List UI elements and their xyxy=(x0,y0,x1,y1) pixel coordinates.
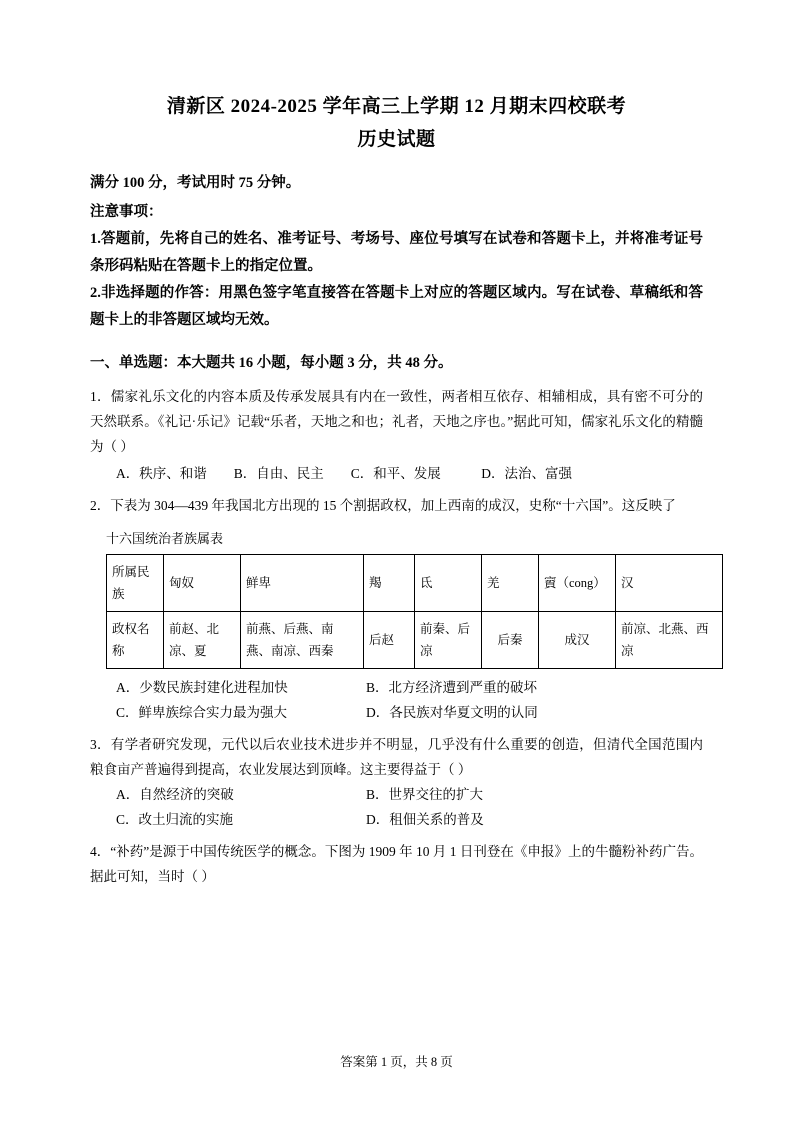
question-3-options-row-2 xyxy=(90,807,703,832)
table-header-qiang: 羌 xyxy=(482,555,539,612)
question-2-stem: 2．下表为 304—439 年我国北方出现的 15 个割据政权，加上西南的成汉，史称“十六国”。这反映了 xyxy=(90,498,676,513)
question-2-option-b: B．北方经济遭到严重的破坏 xyxy=(366,680,538,695)
question-3-option-d: D．租佃关系的普及 xyxy=(366,812,484,827)
question-4-figure-placeholder xyxy=(90,889,703,913)
table-header-di: 氐 xyxy=(415,555,482,612)
table-header-cong: 賨（cong） xyxy=(539,555,616,612)
table-cell-xianbei-regimes: 前燕、后燕、南燕、南凉、西秦 xyxy=(241,612,364,669)
table-header-han: 汉 xyxy=(616,555,723,612)
section-heading-single-choice: 一、单选题：本大题共 16 小题，每小题 3 分，共 48 分。 xyxy=(90,355,453,371)
table-header-xianbei: 鲜卑 xyxy=(241,555,364,612)
page-footer: 答案第 1 页，共 8 页 xyxy=(340,1055,453,1069)
question-4-stem: 4．“补药”是源于中国传统医学的概念。下图为 1909 年 10 月 1 日刊登在《申报》上的牛髓粉补药广告。据此可知，当时（ ） xyxy=(90,844,703,884)
ethnic-regime-table xyxy=(106,554,723,669)
question-3-stem: 3．有学者研究发现，元代以后农业技术进步并不明显，几乎没有什么重要的创造，但清代全国范围内粮食亩产普遍得到提高，农业发展达到顶峰。这主要得益于（ ） xyxy=(90,737,703,777)
ethnic-table-caption: 十六国统治者族属表 xyxy=(106,531,224,546)
question-1-stem: 1．儒家礼乐文化的内容本质及传承发展具有内在一致性，两者相互依存、相辅相成，具有密不可分的天然联系。《礼记·乐记》记载“乐者，天地之和也；礼者，天地之序也。”据此可知，儒家礼乐文化的精髓为（ ） xyxy=(90,389,703,454)
table-cell-di-regimes: 前秦、后凉 xyxy=(415,612,482,669)
table-header-regime: 政权名称 xyxy=(107,612,164,669)
table-cell-cong-regimes: 成汉 xyxy=(539,612,616,669)
question-3-option-a: A．自然经济的突破 xyxy=(116,787,234,802)
question-2-option-a: A．少数民族封建化进程加快 xyxy=(116,680,288,695)
page-subtitle: 历史试题 xyxy=(357,129,436,150)
question-3-option-b: B．世界交往的扩大 xyxy=(366,787,484,802)
table-header-xiongnu: 匈奴 xyxy=(164,555,241,612)
notice-item-2: 2.非选择题的作答：用黑色签字笔直接答在答题卡上对应的答题区域内。写在试卷、草稿纸和答题卡上的非答题区域均无效。 xyxy=(90,285,703,328)
table-cell-qiang-regimes: 后秦 xyxy=(482,612,539,669)
score-line: 满分 100 分，考试用时 75 分钟。 xyxy=(90,175,301,191)
question-2-options-row-2 xyxy=(90,700,703,725)
notice-label: 注意事项： xyxy=(90,204,163,220)
question-2-options-row-1 xyxy=(90,675,703,700)
question-2-option-c: C．鲜卑族综合实力最为强大 xyxy=(116,705,288,720)
question-3-option-c: C．改土归流的实施 xyxy=(116,812,234,827)
table-cell-han-regimes: 前凉、北燕、西凉 xyxy=(616,612,723,669)
table-cell-jie-regimes: 后赵 xyxy=(364,612,415,669)
table-cell-xiongnu-regimes: 前赵、北凉、夏 xyxy=(164,612,241,669)
table-row-header xyxy=(107,555,723,612)
notice-item-1: 1.答题前，先将自己的姓名、准考证号、考场号、座位号填写在试卷和答题卡上，并将准考证号条形码粘贴在答题卡上的指定位置。 xyxy=(90,231,703,274)
question-3-options-row-1 xyxy=(90,782,703,807)
question-1-options: A．秩序、和谐 B．自由、民主 C．和平、发展 D．法治、富强 xyxy=(116,466,573,481)
table-row xyxy=(107,612,723,669)
table-header-jie: 羯 xyxy=(364,555,415,612)
table-header-ethnic: 所属民族 xyxy=(107,555,164,612)
page-title: 清新区 2024-2025 学年高三上学期 12 月期末四校联考 xyxy=(166,96,627,117)
question-2-option-d: D．各民族对华夏文明的认同 xyxy=(366,705,538,720)
